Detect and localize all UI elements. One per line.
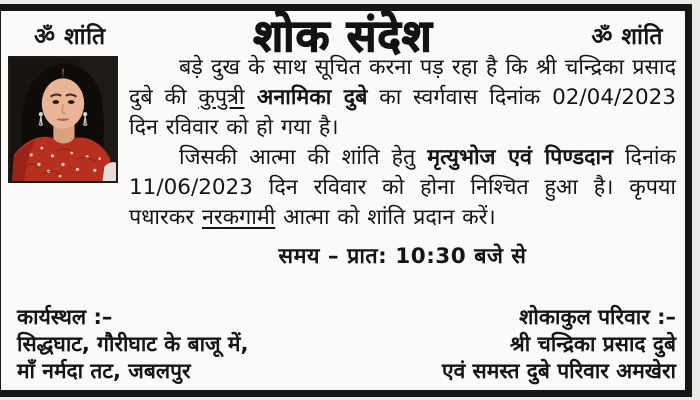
- om-shanti-left-text: ॐ शांति: [34, 24, 106, 50]
- family-label: शोकाकुल परिवार :–: [519, 305, 676, 329]
- venue-line-1: सिद्धघाट, गौरीघाट के बाजू में,: [17, 332, 249, 356]
- para2-text-end: आत्मा को शांति प्रदान करें।: [275, 205, 496, 230]
- deceased-photo: [8, 56, 118, 183]
- para2-underlined-word: नरकगामी: [201, 205, 276, 230]
- venue-line-2: माँ नर्मदा तट, जबलपुर: [17, 359, 191, 383]
- announcement-text-column: [129, 53, 676, 270]
- ritual-name: मृत्युभोज एवं पिण्डदान: [427, 145, 613, 170]
- footer: [17, 304, 676, 385]
- notice-border-frame: [0, 4, 692, 397]
- para1-text-start: बड़े दुख के साथ सूचित करना पड़ रहा है कि श्री चन्द्रिका प्रसाद दुबे की: [129, 55, 676, 110]
- announcement-paragraph: [129, 53, 676, 143]
- para2-text-start: जिसकी आत्मा की शांति हेतु: [179, 145, 428, 170]
- notice-title: शोक संदेश: [253, 11, 433, 62]
- para1-text-end: का स्वर्गवास दिनांक 02/04/2023 दिन रविवार को हो गया है।: [129, 85, 676, 140]
- para1-underlined-word: कुपुत्री: [198, 85, 245, 110]
- ritual-paragraph: [129, 143, 676, 233]
- deceased-portrait-image: [10, 58, 116, 181]
- time-line: समय – प्रात: 10:30 बजे से: [278, 244, 527, 269]
- om-shanti-right-text: ॐ शांति: [591, 24, 663, 50]
- family-line-2: एवं समस्त दुबे परिवार अमखेरा: [441, 359, 676, 383]
- venue-label: कार्यस्थल :–: [17, 305, 113, 329]
- grieving-family-block: [442, 304, 676, 385]
- para2-text-middle: दिनांक 11/06/2023 दिन रविवार को होना निश्चित हुआ है। कृपया पधारकर: [129, 145, 676, 230]
- deceased-name: अनामिका दुबे: [244, 85, 368, 110]
- venue-block: [17, 304, 248, 385]
- family-line-1: श्री चन्द्रिका प्रसाद दुबे: [509, 332, 676, 356]
